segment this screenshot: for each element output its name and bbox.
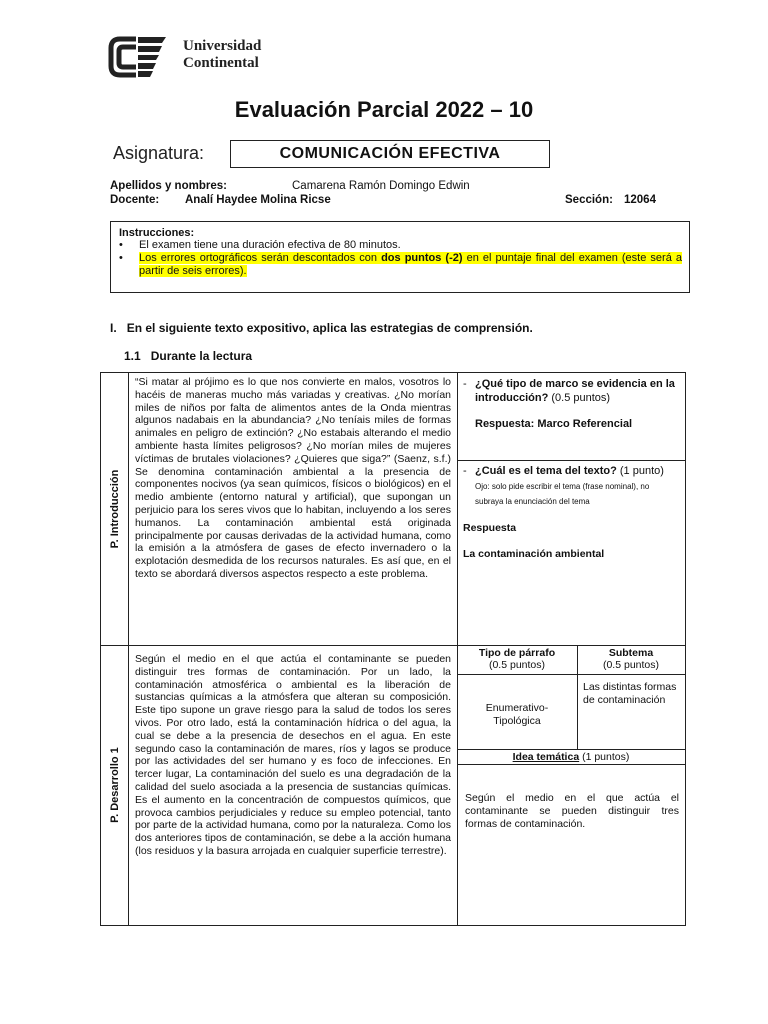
teacher-label: Docente: bbox=[110, 194, 160, 206]
idea-tematica-answer: Según el medio en el que actúa el contaminante se pueden distinguir tres formas de contaminación. bbox=[465, 792, 679, 830]
subtema-header: Subtema (0.5 puntos) bbox=[602, 647, 660, 671]
analysis-table bbox=[100, 372, 686, 926]
question-2: - ¿Cuál es el tema del texto? (1 punto) Ojo: solo pide escribir el tema (frase nominal), no subraya la enunciación del tema Respuesta La contaminación ambiental bbox=[463, 464, 679, 561]
idea-tematica-header: Idea temática (1 puntos) bbox=[512, 751, 630, 763]
tipo-parrafo-header: Tipo de párrafo (0.5 puntos) bbox=[478, 647, 556, 671]
page-title: Evaluación Parcial 2022 – 10 bbox=[234, 97, 534, 122]
student-value: Camarena Ramón Domingo Edwin bbox=[292, 180, 470, 192]
university-logo-icon bbox=[108, 36, 168, 78]
instruction-item: • El examen tiene una duración efectiva de 80 minutos. bbox=[117, 239, 682, 252]
intro-paragraph: “Si matar al prójimo es lo que nos convierte en malos, vosotros lo hacéis de maneras mucho más variadas y creativas. ¿No morían miles de niños por falta de alimentos antes de la Onda mientras algunos nadabais en la abundancia? ¿No teníais miles de formas animales en peligro de extinción? ¿No estabais alterando el medio ambiente hasta límites peligrosos? ¿No morían miles de mujeres víctimas de brutales violaciones? ¿Quieres que siga?” (Saenz, s.f.) Se denomina contaminación ambiental a la presencia de componentes nocivos (ya sean químicos, físicos o biológicos) en el medio ambiente (entorno natural y artificial), que supongan un perjuicio para los seres vivos que lo habitan, incluyendo a los seres humanos. La contaminación ambiental está originada principalmente por causas derivadas de la actividad humana, como la emisión a la atmósfera de gases de efecto invernadero o la explotación desmedida de los recursos naturales. Es así que, en el texto se abordará diversos aspectos respecto a este problema. bbox=[135, 376, 451, 580]
question-2-answer: La contaminación ambiental bbox=[463, 548, 605, 560]
teacher-value: Analí Haydee Molina Ricse bbox=[185, 194, 331, 206]
subtema-answer: Las distintas formas de contaminación bbox=[583, 681, 677, 706]
instruction-item-highlight: • Los errores ortográficos serán descontados con dos puntos (-2) en el puntaje final del examen (este será a partir de seis errores). bbox=[117, 252, 682, 278]
instructions-title: Instrucciones: bbox=[119, 227, 195, 239]
section-1-heading: I. En el siguiente texto expositivo, aplica las estrategias de comprensión. bbox=[110, 321, 533, 335]
instructions-list bbox=[117, 239, 682, 278]
intro-label: P. Introducción bbox=[109, 469, 121, 549]
university-name-line2: Continental bbox=[183, 55, 259, 71]
course-name: COMUNICACIÓN EFECTIVA bbox=[230, 140, 550, 168]
section-label: Sección: bbox=[565, 194, 613, 206]
question-1: - ¿Qué tipo de marco se evidencia en la introducción? (0.5 puntos) Respuesta: Marco Referencial bbox=[463, 377, 679, 431]
subsection-heading: 1.1 Durante la lectura bbox=[124, 349, 253, 363]
dev1-label: P. Desarrollo 1 bbox=[109, 747, 121, 823]
university-name-line1: Universidad bbox=[183, 38, 262, 54]
question-1-answer: Respuesta: Marco Referencial bbox=[475, 418, 633, 430]
tipo-parrafo-answer: Enumerativo-Tipológica bbox=[485, 702, 549, 727]
question-2-answer-label: Respuesta bbox=[463, 522, 517, 534]
course-label: Asignatura: bbox=[113, 143, 205, 163]
section-value: 12064 bbox=[624, 194, 656, 206]
instructions-box bbox=[110, 221, 690, 293]
dev1-paragraph: Según el medio en el que actúa el contaminante se pueden distinguir tres formas de contaminación. Por un lado, la contaminación atmosférica o ambiental es la liberación de sustancias químicas a la atmósfera que alteran su composición. Este tipo supone un grave riesgo para la salud de todos los seres vivos. Por otro lado, está la contaminación hídrica o del agua, la cual se debe a la presencia de desechos en el agua. En este segundo caso la contaminación de mares, ríos y lagos se produce por las actividades del ser humano y es foco de infecciones. En tercer lugar, La contaminación del suelo es una degradación de la calidad del suelo asociada a la presencia de sustancias químicas. Es el aumento en la concentración de compuestos químicos, que provoca cambios perjudiciales y reduce su empleo potencial, tanto por parte de la actividad humana, como por la naturaleza. Como los dos anteriores tipos de contaminación, se debe a la acción humana (los residuos y la basura arrojada en cualquier superficie terrestre). bbox=[135, 653, 451, 857]
student-label: Apellidos y nombres: bbox=[110, 180, 227, 192]
university-name bbox=[183, 38, 261, 72]
